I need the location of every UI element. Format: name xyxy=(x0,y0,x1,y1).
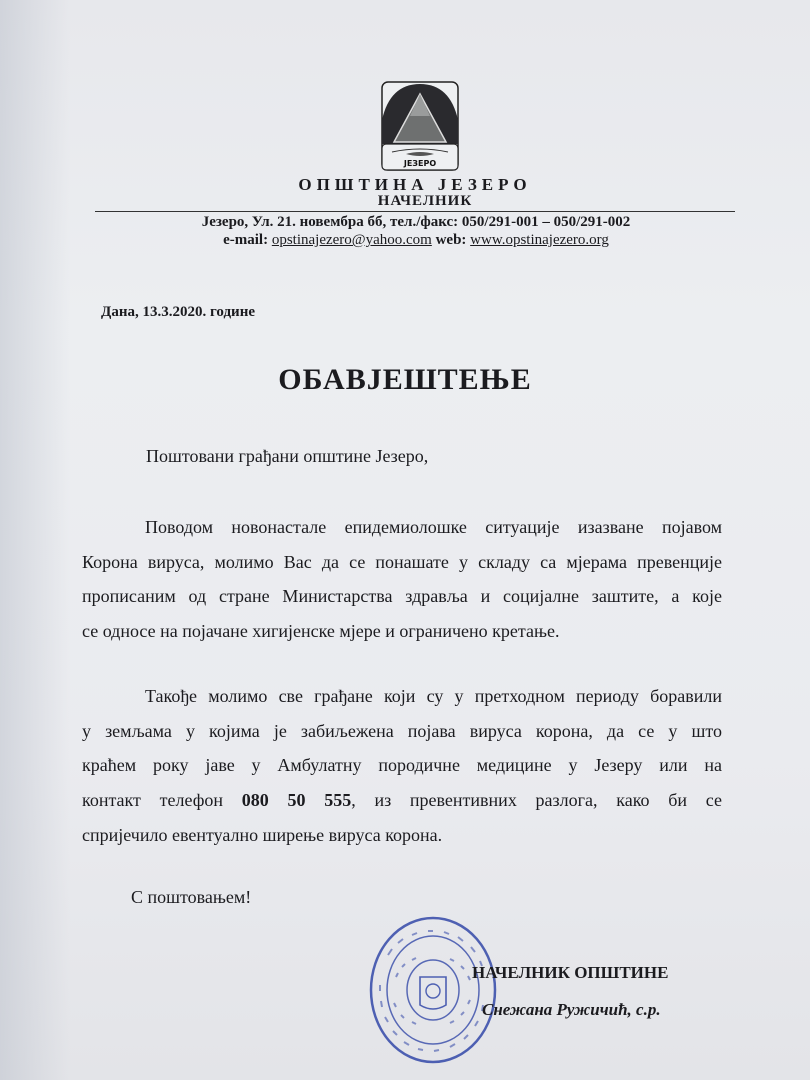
paragraph-1-line: се односе на појачане хигијенске мјере и ограничено кретање. xyxy=(82,621,560,642)
paragraph-2-line: Такође молимо све грађане који су у претходном периоду боравили xyxy=(145,686,722,706)
closing: С поштовањем! xyxy=(131,887,252,907)
contact-line xyxy=(0,232,810,249)
municipality-logo xyxy=(380,80,460,176)
paragraph-2-line xyxy=(82,783,722,818)
phone-prefix: контакт телефон xyxy=(82,790,242,811)
logo-label: ЈЕЗЕРО xyxy=(403,159,437,168)
greeting: Поштовани грађани општине Језеро, xyxy=(146,446,429,466)
phone-suffix: , из превентивних разлога, како би се xyxy=(351,790,722,811)
paragraph-2-line: у земљама у којима је забиљежена појава вируса корона, да се у што xyxy=(82,720,722,741)
paragraph-2-line: краћем року јаве у Амбулатну породичне медицине у Језеру или на xyxy=(82,755,722,776)
paragraph-1-line: Поводом новонастале епидемиолошке ситуације изазване појавом xyxy=(145,517,722,537)
paragraph-2 xyxy=(82,679,722,853)
paragraph-2-line: спријечило евентуално ширење вируса корона. xyxy=(82,824,443,845)
phone-number: 080 50 555 xyxy=(241,790,352,811)
document-title: ОБАВЈЕШТЕЊЕ xyxy=(278,363,532,396)
address-line: Језеро, Ул. 21. новембра бб, тел./факс: 050/291-001 – 050/291-002 xyxy=(201,214,631,230)
municipality-name: ОПШТИНА ЈЕЗЕРО xyxy=(298,175,532,194)
signature-title: НАЧЕЛНИК ОПШТИНЕ xyxy=(472,963,669,982)
web-label: web: xyxy=(435,232,467,248)
header-divider xyxy=(95,211,735,212)
paragraph-1-line: Корона вируса, молимо Вас да се понашате у складу са мјерама превенције xyxy=(82,551,722,572)
paragraph-1-line: прописаним од стране Министарства здравља и социјалне заштите, а које xyxy=(82,586,722,607)
signature-name: Снежана Ружичић, с.р. xyxy=(482,1000,661,1019)
web-link[interactable]: www.opstinajezero.org xyxy=(470,232,609,248)
paragraph-1 xyxy=(82,510,722,649)
office-name: НАЧЕЛНИК xyxy=(377,193,473,209)
document-date: Дана, 13.3.2020. године xyxy=(101,304,255,320)
email-link[interactable]: opstinajezero@yahoo.com xyxy=(271,232,432,248)
email-label: e-mail: xyxy=(223,232,269,248)
official-stamp xyxy=(368,915,498,1065)
